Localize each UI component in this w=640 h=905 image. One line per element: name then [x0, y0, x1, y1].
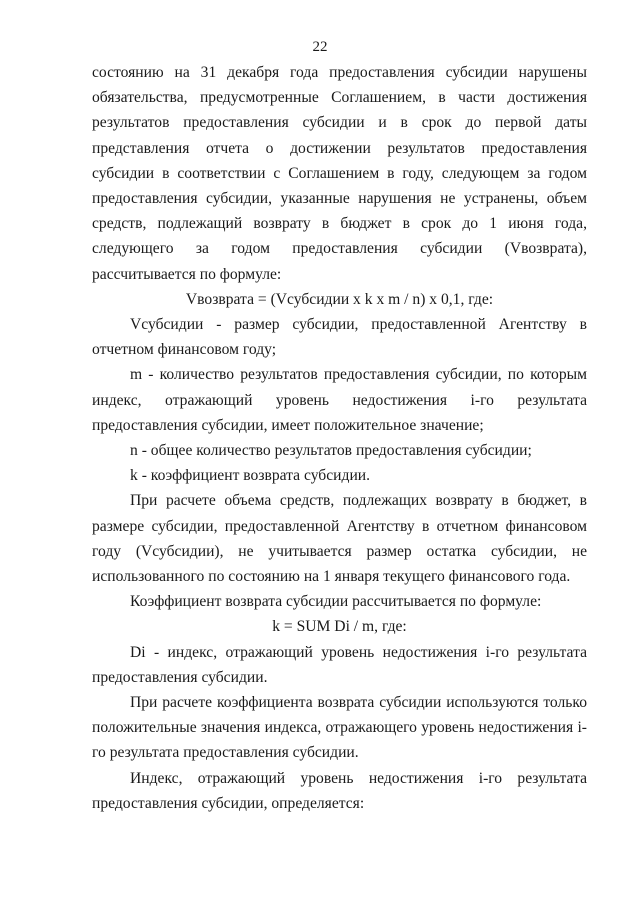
paragraph-index-determination: Индекс, отражающий уровень недостижения i-го результата предоставления субсидии, определяется: — [92, 769, 587, 812]
paragraph-n-definition: n - общее количество результатов предоставления субсидии; — [130, 442, 532, 460]
paragraph-coefficient-intro: Коэффициент возврата субсидии рассчитывается по формуле: — [130, 593, 542, 611]
paragraph-continuation: состоянию на 31 декабря года предоставления субсидии нарушены обязательства, предусмотренные Соглашением, в части достижения результатов предоставления субсидии и в срок до первой даты представления отчета о достижении результатов предоставления субсидии в соответствии с Соглашением в году, следующем за годом предоставления субсидии, указанные нарушения не устранены, объем средств, подлежащий возврату в бюджет в срок до 1 июня года, следующего за годом предоставления субсидии (Vвозврата), рассчитывается по формуле: — [92, 64, 587, 283]
paragraph-di-definition: Di - индекс, отражающий уровень недостижения i-го результата предоставления субсидии. — [92, 643, 587, 686]
page-number: 22 — [312, 39, 328, 55]
paragraph-m-definition: m - количество результатов предоставления субсидии, по которым индекс, отражающий уровень недостижения i-го результата предоставления субсидии, имеет положительное значение; — [92, 366, 587, 434]
formula-coefficient: k = SUM Di / m, где: — [272, 618, 407, 636]
formula-return-amount: Vвозврата = (Vсубсидии x k x m / n) x 0,1, где: — [185, 290, 494, 308]
document-body — [92, 60, 587, 816]
paragraph-v-subsidy-definition: Vсубсидии - размер субсидии, предоставленной Агентству в отчетном финансовом году; — [92, 316, 587, 359]
paragraph-k-definition: k - коэффициент возврата субсидии. — [130, 467, 371, 485]
paragraph-remainder-rule: При расчете объема средств, подлежащих возврату в бюджет, в размере субсидии, предоставленной Агентству в отчетном финансовом году (Vсубсидии), не учитывается размер остатка субсидии, не использованного по состоянию на 1 января текущего финансового года. — [92, 492, 587, 586]
paragraph-positive-values-rule: При расчете коэффициента возврата субсидии используются только положительные значения индекса, отражающего уровень недостижения i-го результата предоставления субсидии. — [92, 694, 587, 762]
